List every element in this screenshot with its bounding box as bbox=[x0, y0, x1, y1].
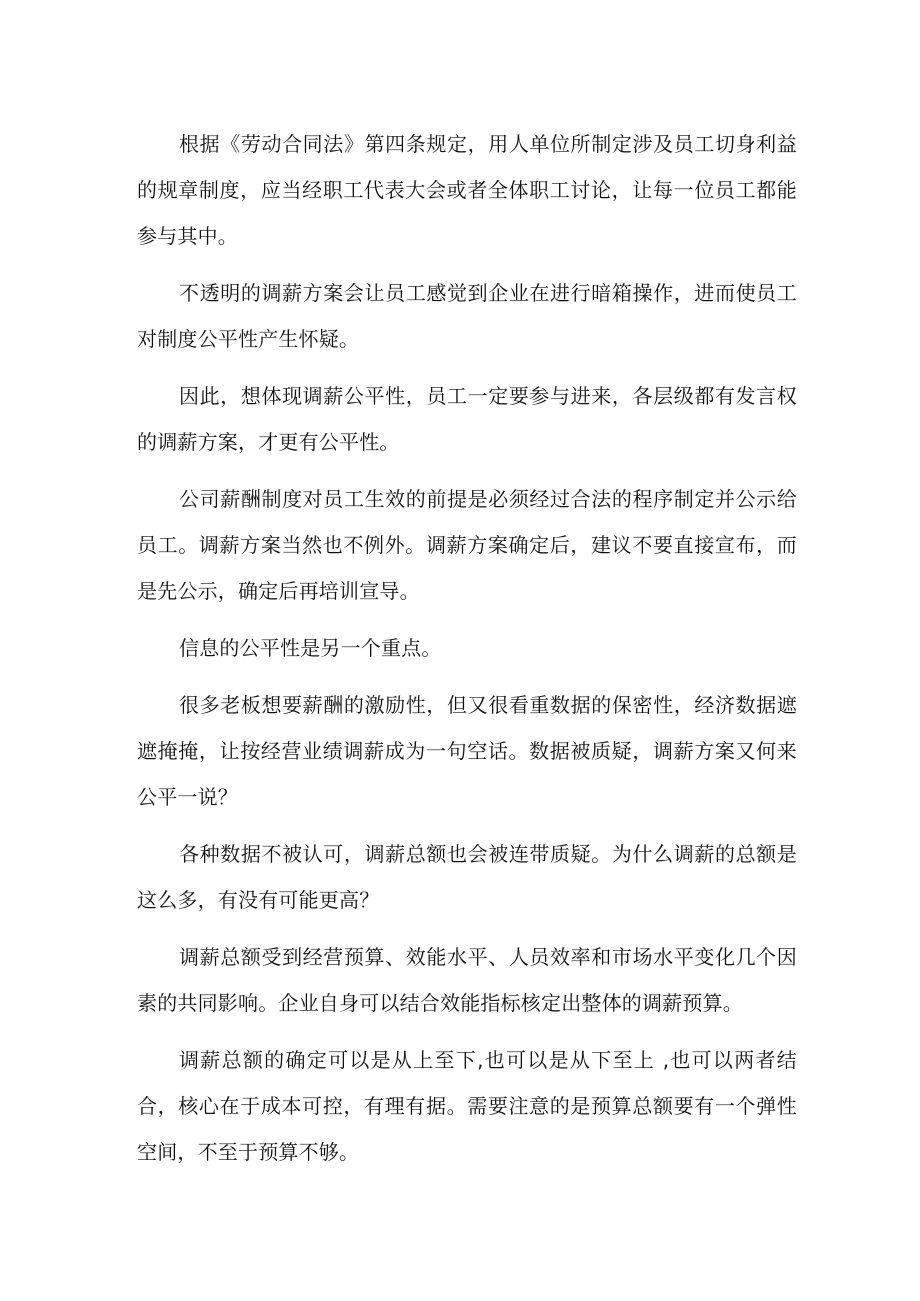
paragraph-5: 信息的公平性是另一个重点。 bbox=[179, 636, 442, 660]
paragraph-6: 很多老板想要薪酬的激励性，但又很看重数据的保密性，经济数据遮遮掩掩，让按经营业绩调薪成为一句空话。数据被质疑，调薪方案又何来公平一说？ bbox=[137, 693, 797, 809]
document-body bbox=[137, 121, 797, 1186]
paragraph-2: 不透明的调薪方案会让员工感觉到企业在进行暗箱操作，进而使员工对制度公平性产生怀疑。 bbox=[137, 281, 797, 351]
paragraph-3: 因此，想体现调薪公平性，员工一定要参与进来，各层级都有发言权的调薪方案，才更有公平性。 bbox=[137, 384, 797, 454]
paragraph-4: 公司薪酬制度对员工生效的前提是必须经过合法的程序制定并公示给员工。调薪方案当然也不例外。调薪方案确定后，建议不要直接宣布，而是先公示，确定后再培训宣导。 bbox=[137, 487, 797, 603]
paragraph-8: 调薪总额受到经营预算、效能水平、人员效率和市场水平变化几个因素的共同影响。企业自身可以结合效能指标核定出整体的调薪预算。 bbox=[137, 945, 797, 1015]
paragraph-9: 调薪总额的确定可以是从上至下,也可以是从下至上 ,也可以两者结合，核心在于成本可控，有理有据。需要注意的是预算总额要有一个弹性空间，不至于预算不够。 bbox=[137, 1048, 797, 1164]
paragraph-1: 根据《劳动合同法》第四条规定，用人单位所制定涉及员工切身利益的规章制度，应当经职工代表大会或者全体职工讨论，让每一位员工都能参与其中。 bbox=[137, 132, 797, 248]
paragraph-7: 各种数据不被认可，调薪总额也会被连带质疑。为什么调薪的总额是这么多，有没有可能更高？ bbox=[137, 842, 797, 912]
